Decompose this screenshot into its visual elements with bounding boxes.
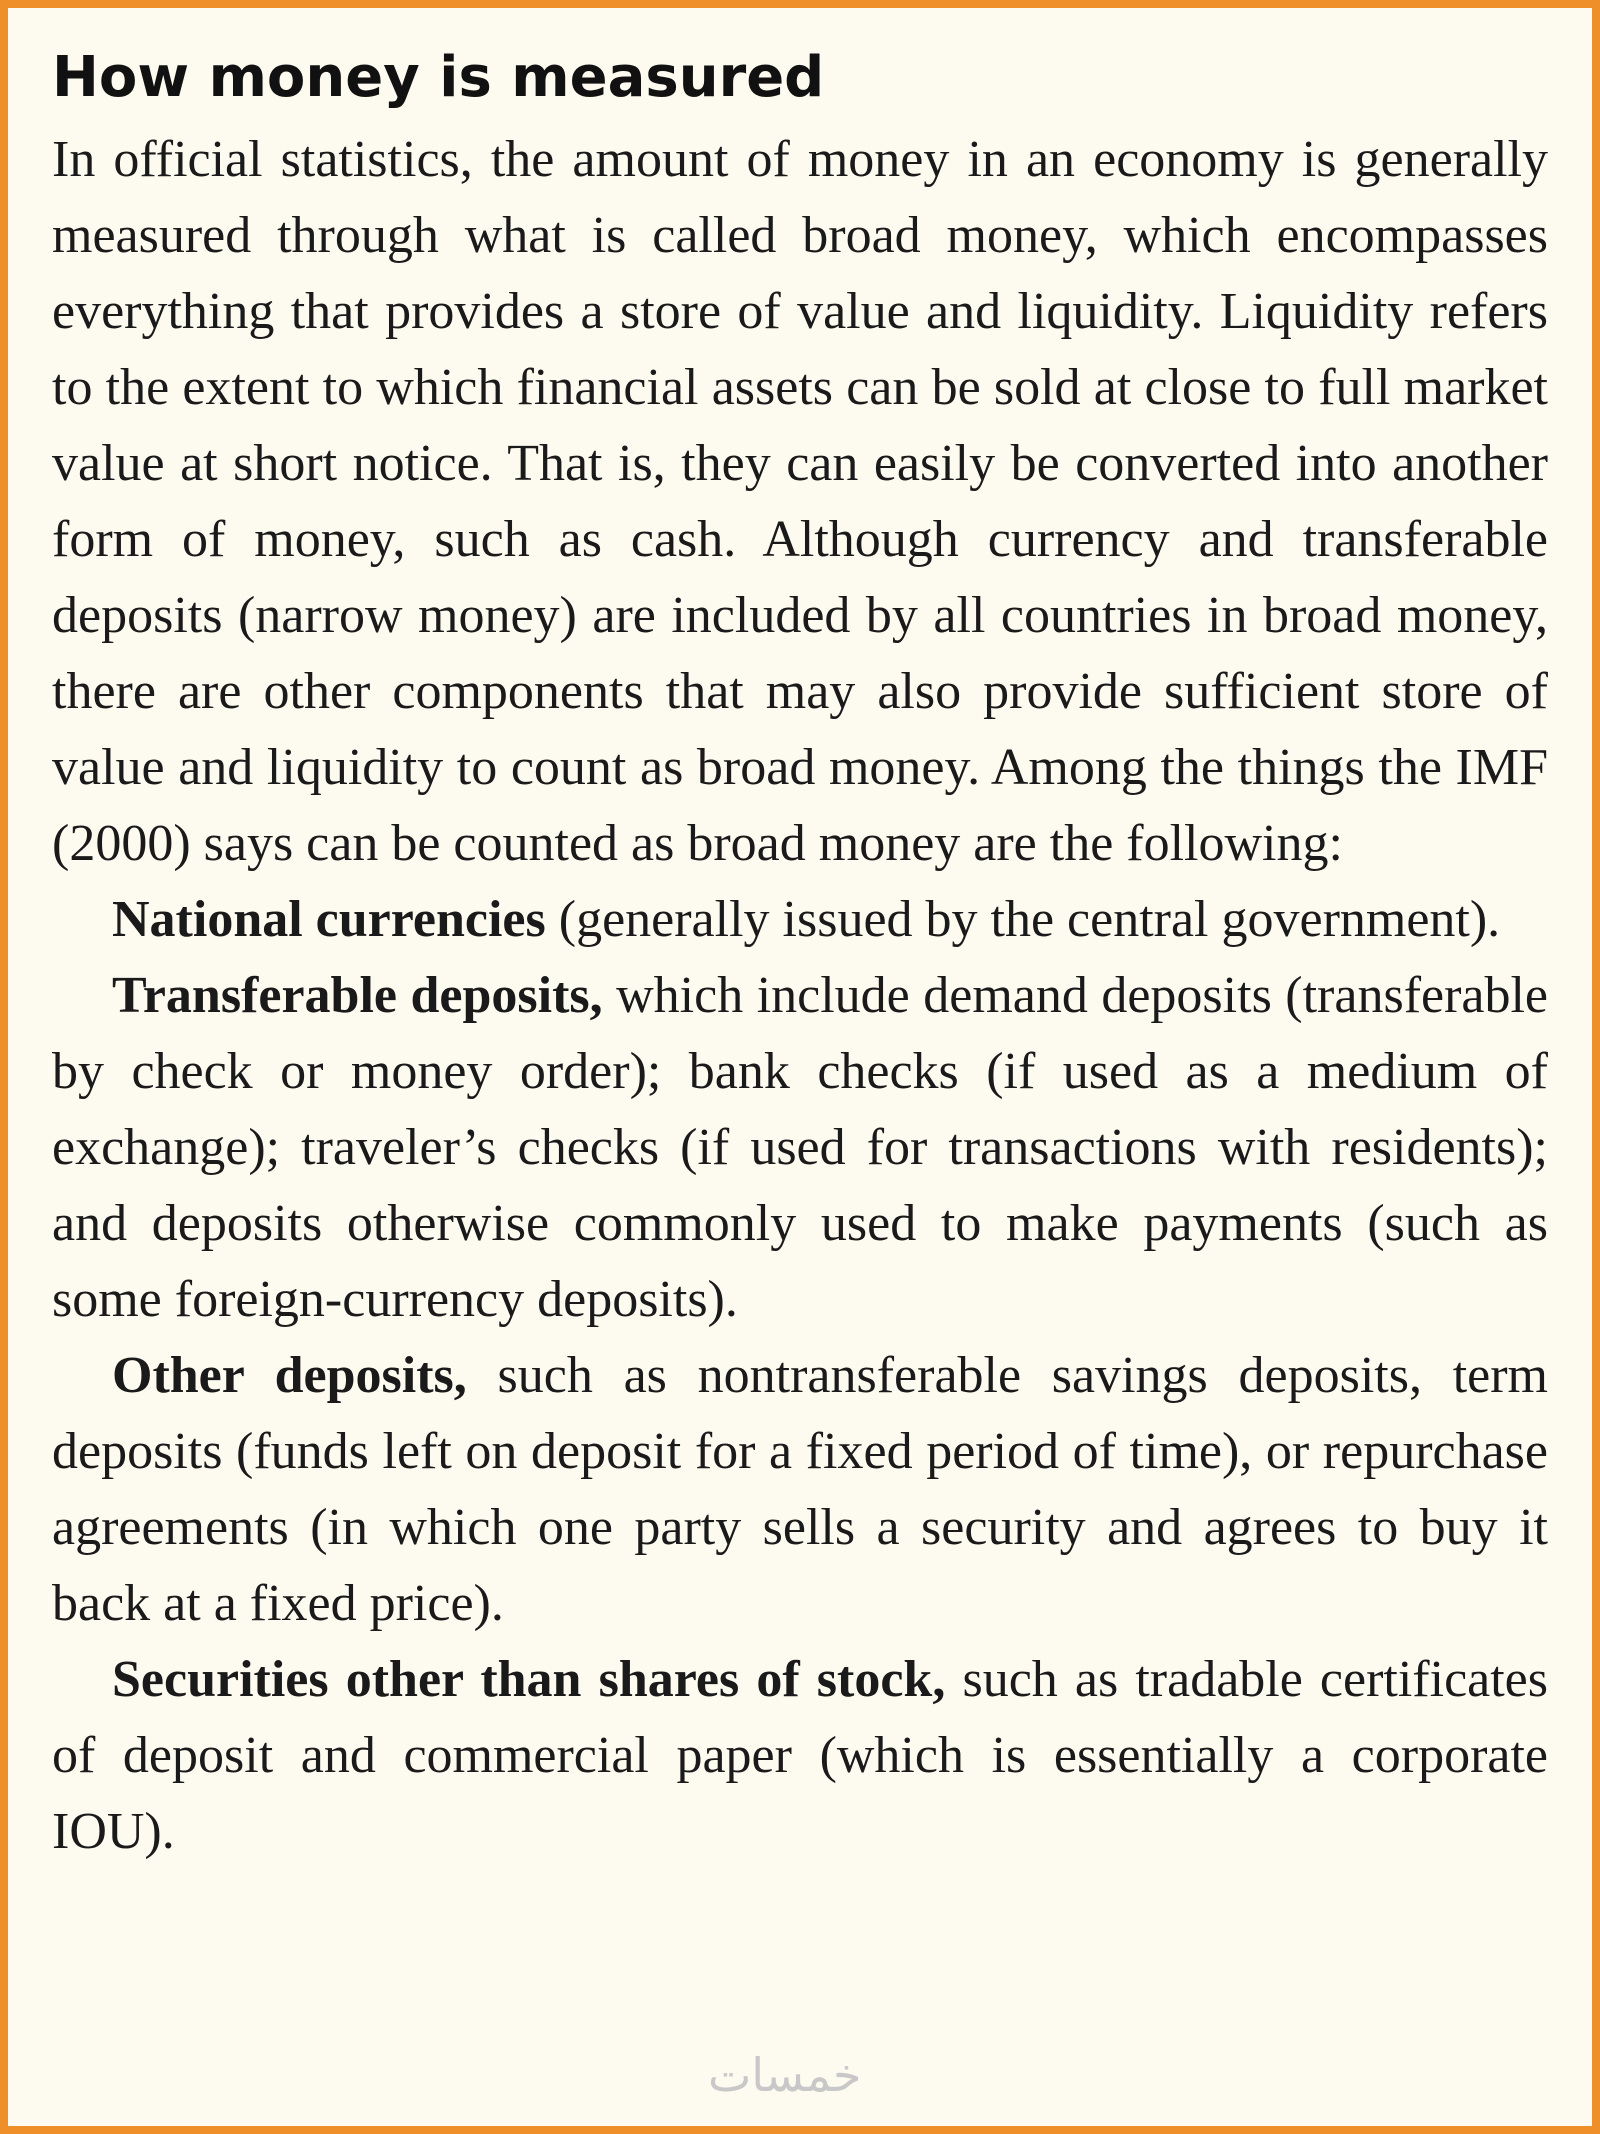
intro-paragraph: In official statistics, the amount of money in an economy is generally measured through what is called broad money, which encompasses everything that provides a store of value and liquidity. Liquidity refers to the extent to which financial assets can be sold at close to full market value at short notice. That is, they can easily be converted into another form of money, such as cash. Although currency and transferable deposits (narrow money) are included by all countries in broad money, there are other components that may also provide sufficient store of value and liquidity to count as broad money. Among the things the IMF (2000) says can be counted as broad money are the following: [52, 131, 1548, 872]
item-term: Other deposits, [112, 1347, 467, 1404]
item-term: Transferable deposits, [112, 967, 603, 1024]
box-title: How money is measured [52, 45, 825, 110]
item-other-deposits [52, 1338, 1548, 1642]
item-transferable-deposits [52, 958, 1548, 1338]
watermark: خمسات [708, 2048, 862, 2102]
item-national-currencies [52, 882, 1548, 958]
item-text: such as nontransferable savings deposits, term deposits (funds left on deposit for a fixed period of time), or repurchase agreements (in which one party sells a security and agrees to buy it back at a fixed price). [52, 1347, 1549, 1632]
item-term: National currencies [112, 891, 546, 948]
item-securities [52, 1642, 1548, 1870]
item-term: Securities other than shares of stock, [112, 1651, 946, 1708]
item-text: such as tradable certificates of deposit and commercial paper (which is essentially a corporate IOU). [52, 1651, 1548, 1860]
item-text: (generally issued by the central government). [545, 891, 1501, 948]
item-text: which include demand deposits (transferable by check or money order); bank checks (if used as a medium of exchange); traveler’s checks (if used for transactions with residents); and deposits otherwise commonly used to make payments (such as some foreign-currency deposits). [52, 967, 1549, 1328]
